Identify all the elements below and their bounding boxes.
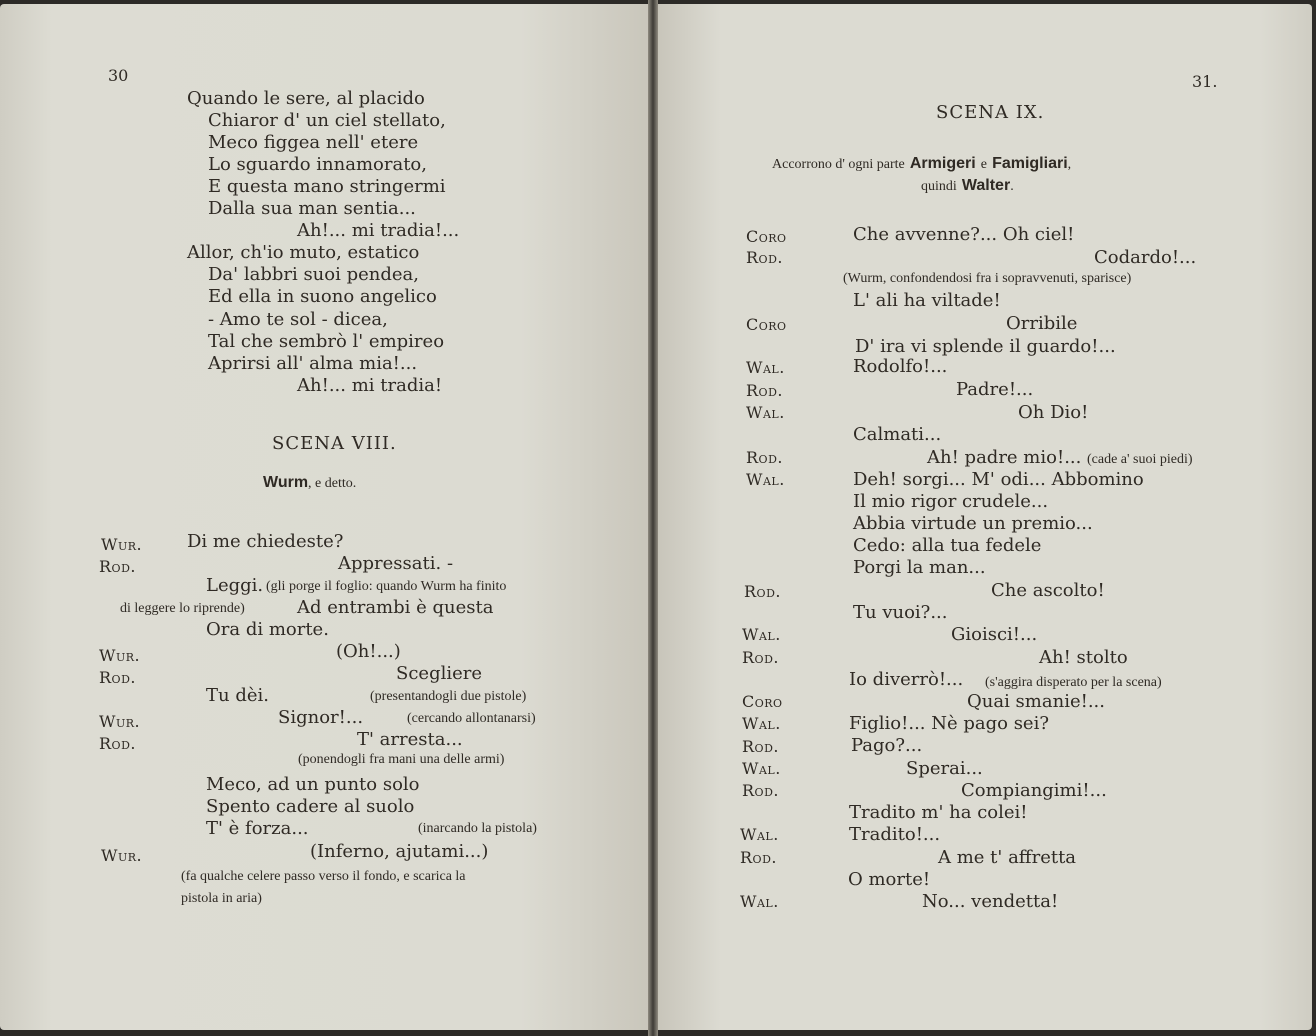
dialogue-line: Di me chiedeste? (187, 531, 344, 552)
book-gutter (648, 0, 658, 1036)
stage-direction: , (1067, 157, 1072, 172)
poem-line: Ah!... mi tradia!... (297, 220, 460, 241)
stage-direction: pistola in aria) (181, 891, 262, 906)
speaker: Rod. (744, 582, 781, 601)
speaker: Wur. (101, 535, 143, 554)
stage-direction: (Wurm, confondendosi fra i sopravvenuti, sparisce) (843, 271, 1132, 286)
speaker: Rod. (746, 448, 783, 467)
dialogue-line: Che avvenne?... Oh ciel! (853, 224, 1075, 245)
dialogue-line: Scegliere (396, 663, 483, 684)
speaker: Rod. (742, 737, 779, 756)
speaker: Rod. (742, 781, 779, 800)
speaker: Wal. (746, 403, 785, 422)
stage-direction: (ponendogli fra mani una delle armi) (298, 752, 505, 767)
dialogue-line: Pago?... (851, 735, 923, 756)
dialogue-line: Tu dèi. (206, 685, 269, 706)
stage-direction: , e detto. (308, 476, 357, 491)
poem-line: Ah!... mi tradia! (297, 375, 443, 396)
speaker: Wur. (99, 646, 141, 665)
stage-direction: (gli porge il foglio: quando Wurm ha finito (266, 579, 507, 594)
dialogue-line: (Inferno, ajutami...) (310, 841, 489, 862)
dialogue-line: Figlio!... Nè pago sei? (849, 713, 1049, 734)
dialogue-line: Abbia virtude un premio... (853, 513, 1093, 534)
dialogue-line: Il mio rigor crudele... (853, 491, 1049, 512)
scene-intro (772, 155, 1071, 172)
poem-line: Chiaror d' un ciel stellato, (208, 110, 446, 131)
dialogue-line: Ah! stolto (1039, 647, 1128, 668)
dialogue-line: Appressati. - (338, 553, 454, 574)
dialogue-line: Cedo: alla tua fedele (853, 535, 1042, 556)
stage-direction: quindi (921, 179, 957, 194)
poem-line: Ed ella in suono angelico (208, 286, 437, 307)
scene-title: SCENA VIII. (272, 433, 397, 454)
speaker: Coro (742, 692, 783, 711)
speaker: Rod. (746, 248, 783, 267)
scene-title: SCENA IX. (936, 102, 1045, 123)
dialogue-line: Oh Dio! (1018, 402, 1089, 423)
poem-line: - Amo te sol - dicea, (208, 309, 388, 330)
dialogue-line: T' arresta... (357, 729, 463, 750)
poem-line: Da' labbri suoi pendea, (208, 264, 419, 285)
speaker: Wur. (101, 846, 143, 865)
stage-direction: (s'aggira disperato per la scena) (985, 675, 1162, 690)
dialogue-line: Gioisci!... (951, 624, 1038, 645)
speaker: Rod. (740, 848, 777, 867)
dialogue-line: Io diverrò!... (849, 669, 964, 690)
dialogue-line: Tradito m' ha colei! (849, 802, 1028, 823)
dialogue-line: Meco, ad un punto solo (206, 774, 420, 795)
poem-line: Meco figgea nell' etere (208, 132, 419, 153)
stage-direction: (cercando allontanarsi) (407, 711, 536, 726)
stage-direction: . (1010, 179, 1014, 194)
speaker: Rod. (99, 734, 136, 753)
dialogue-line: Tu vuoi?... (853, 602, 948, 623)
stage-direction: (cade a' suoi piedi) (1087, 452, 1193, 467)
dialogue-line: Ora di morte. (206, 619, 329, 640)
dialogue-line: Orribile (1006, 313, 1078, 334)
speaker: Wur. (99, 712, 141, 731)
poem-line: Quando le sere, al placido (187, 88, 425, 109)
dialogue-line: No... vendetta! (922, 891, 1059, 912)
dialogue-line: Sperai... (906, 758, 983, 779)
speaker: Rod. (99, 557, 136, 576)
poem-line: Allor, ch'io muto, estatico (187, 242, 420, 263)
dialogue-line: Rodolfo!... (853, 356, 948, 377)
speaker: Wal. (746, 358, 785, 377)
speaker: Coro (746, 227, 787, 246)
dialogue-line: Ah! padre mio!... (927, 447, 1082, 468)
dialogue-line: Codardo!... (1094, 247, 1197, 268)
dialogue-line: L' ali ha viltade! (853, 290, 1001, 311)
dialogue-line: Tradito!... (849, 824, 941, 845)
stage-direction: Accorrono d' ogni parte (772, 157, 905, 172)
page-number-right: 31. (1192, 72, 1218, 91)
poem-line: Tal che sembrò l' empireo (208, 331, 445, 352)
dialogue-line: Che ascolto! (991, 580, 1105, 601)
dialogue-line: Quai smanie!... (967, 691, 1105, 712)
speaker: Wal. (742, 714, 781, 733)
poem-line: Lo sguardo innamorato, (208, 154, 427, 175)
speaker: Rod. (99, 668, 136, 687)
stage-direction: (presentandogli due pistole) (370, 689, 527, 704)
dialogue-line: Padre!... (956, 379, 1034, 400)
dialogue-line: Calmati... (853, 424, 942, 445)
speaker: Coro (746, 315, 787, 334)
poem-line: Aprirsi all' alma mia!... (208, 353, 418, 374)
character-name: Famigliari (992, 155, 1068, 172)
speaker: Wal. (740, 892, 779, 911)
dialogue-line: Leggi. (206, 575, 264, 596)
stage-direction: (fa qualche celere passo verso il fondo, e scarica la (181, 869, 466, 884)
speaker: Wal. (740, 825, 779, 844)
dialogue-line: Ad entrambi è questa (297, 597, 494, 618)
character-name: Wurm (263, 474, 309, 491)
dialogue-line: A me t' affretta (938, 847, 1077, 868)
character-name: Walter (961, 177, 1011, 194)
dialogue-line: (Oh!...) (336, 641, 401, 662)
scene-intro (921, 177, 1014, 194)
dialogue-line: O morte! (848, 869, 931, 890)
poem-line: Dalla sua man sentia... (208, 198, 416, 219)
dialogue-line: T' è forza... (206, 818, 309, 839)
page-number-left: 30 (108, 66, 129, 85)
character-name: Armigeri (909, 155, 976, 172)
dialogue-line: D' ira vi splende il guardo!... (855, 336, 1116, 357)
poem-line: E questa mano stringermi (208, 176, 446, 197)
dialogue-line: Signor!... (278, 707, 364, 728)
stage-direction: di leggere lo riprende) (120, 601, 245, 616)
speaker: Rod. (746, 381, 783, 400)
speaker: Wal. (746, 470, 785, 489)
dialogue-line: Deh! sorgi... M' odi... Abbomino (853, 469, 1144, 490)
stage-direction: (inarcando la pistola) (418, 821, 537, 836)
dialogue-line: Compiangimi!... (961, 780, 1107, 801)
scene-subtitle (263, 474, 356, 491)
dialogue-line: Porgi la man... (853, 557, 986, 578)
speaker: Wal. (742, 625, 781, 644)
dialogue-line: Spento cadere al suolo (206, 796, 415, 817)
stage-direction: e (980, 157, 987, 172)
speaker: Wal. (742, 759, 781, 778)
speaker: Rod. (742, 648, 779, 667)
